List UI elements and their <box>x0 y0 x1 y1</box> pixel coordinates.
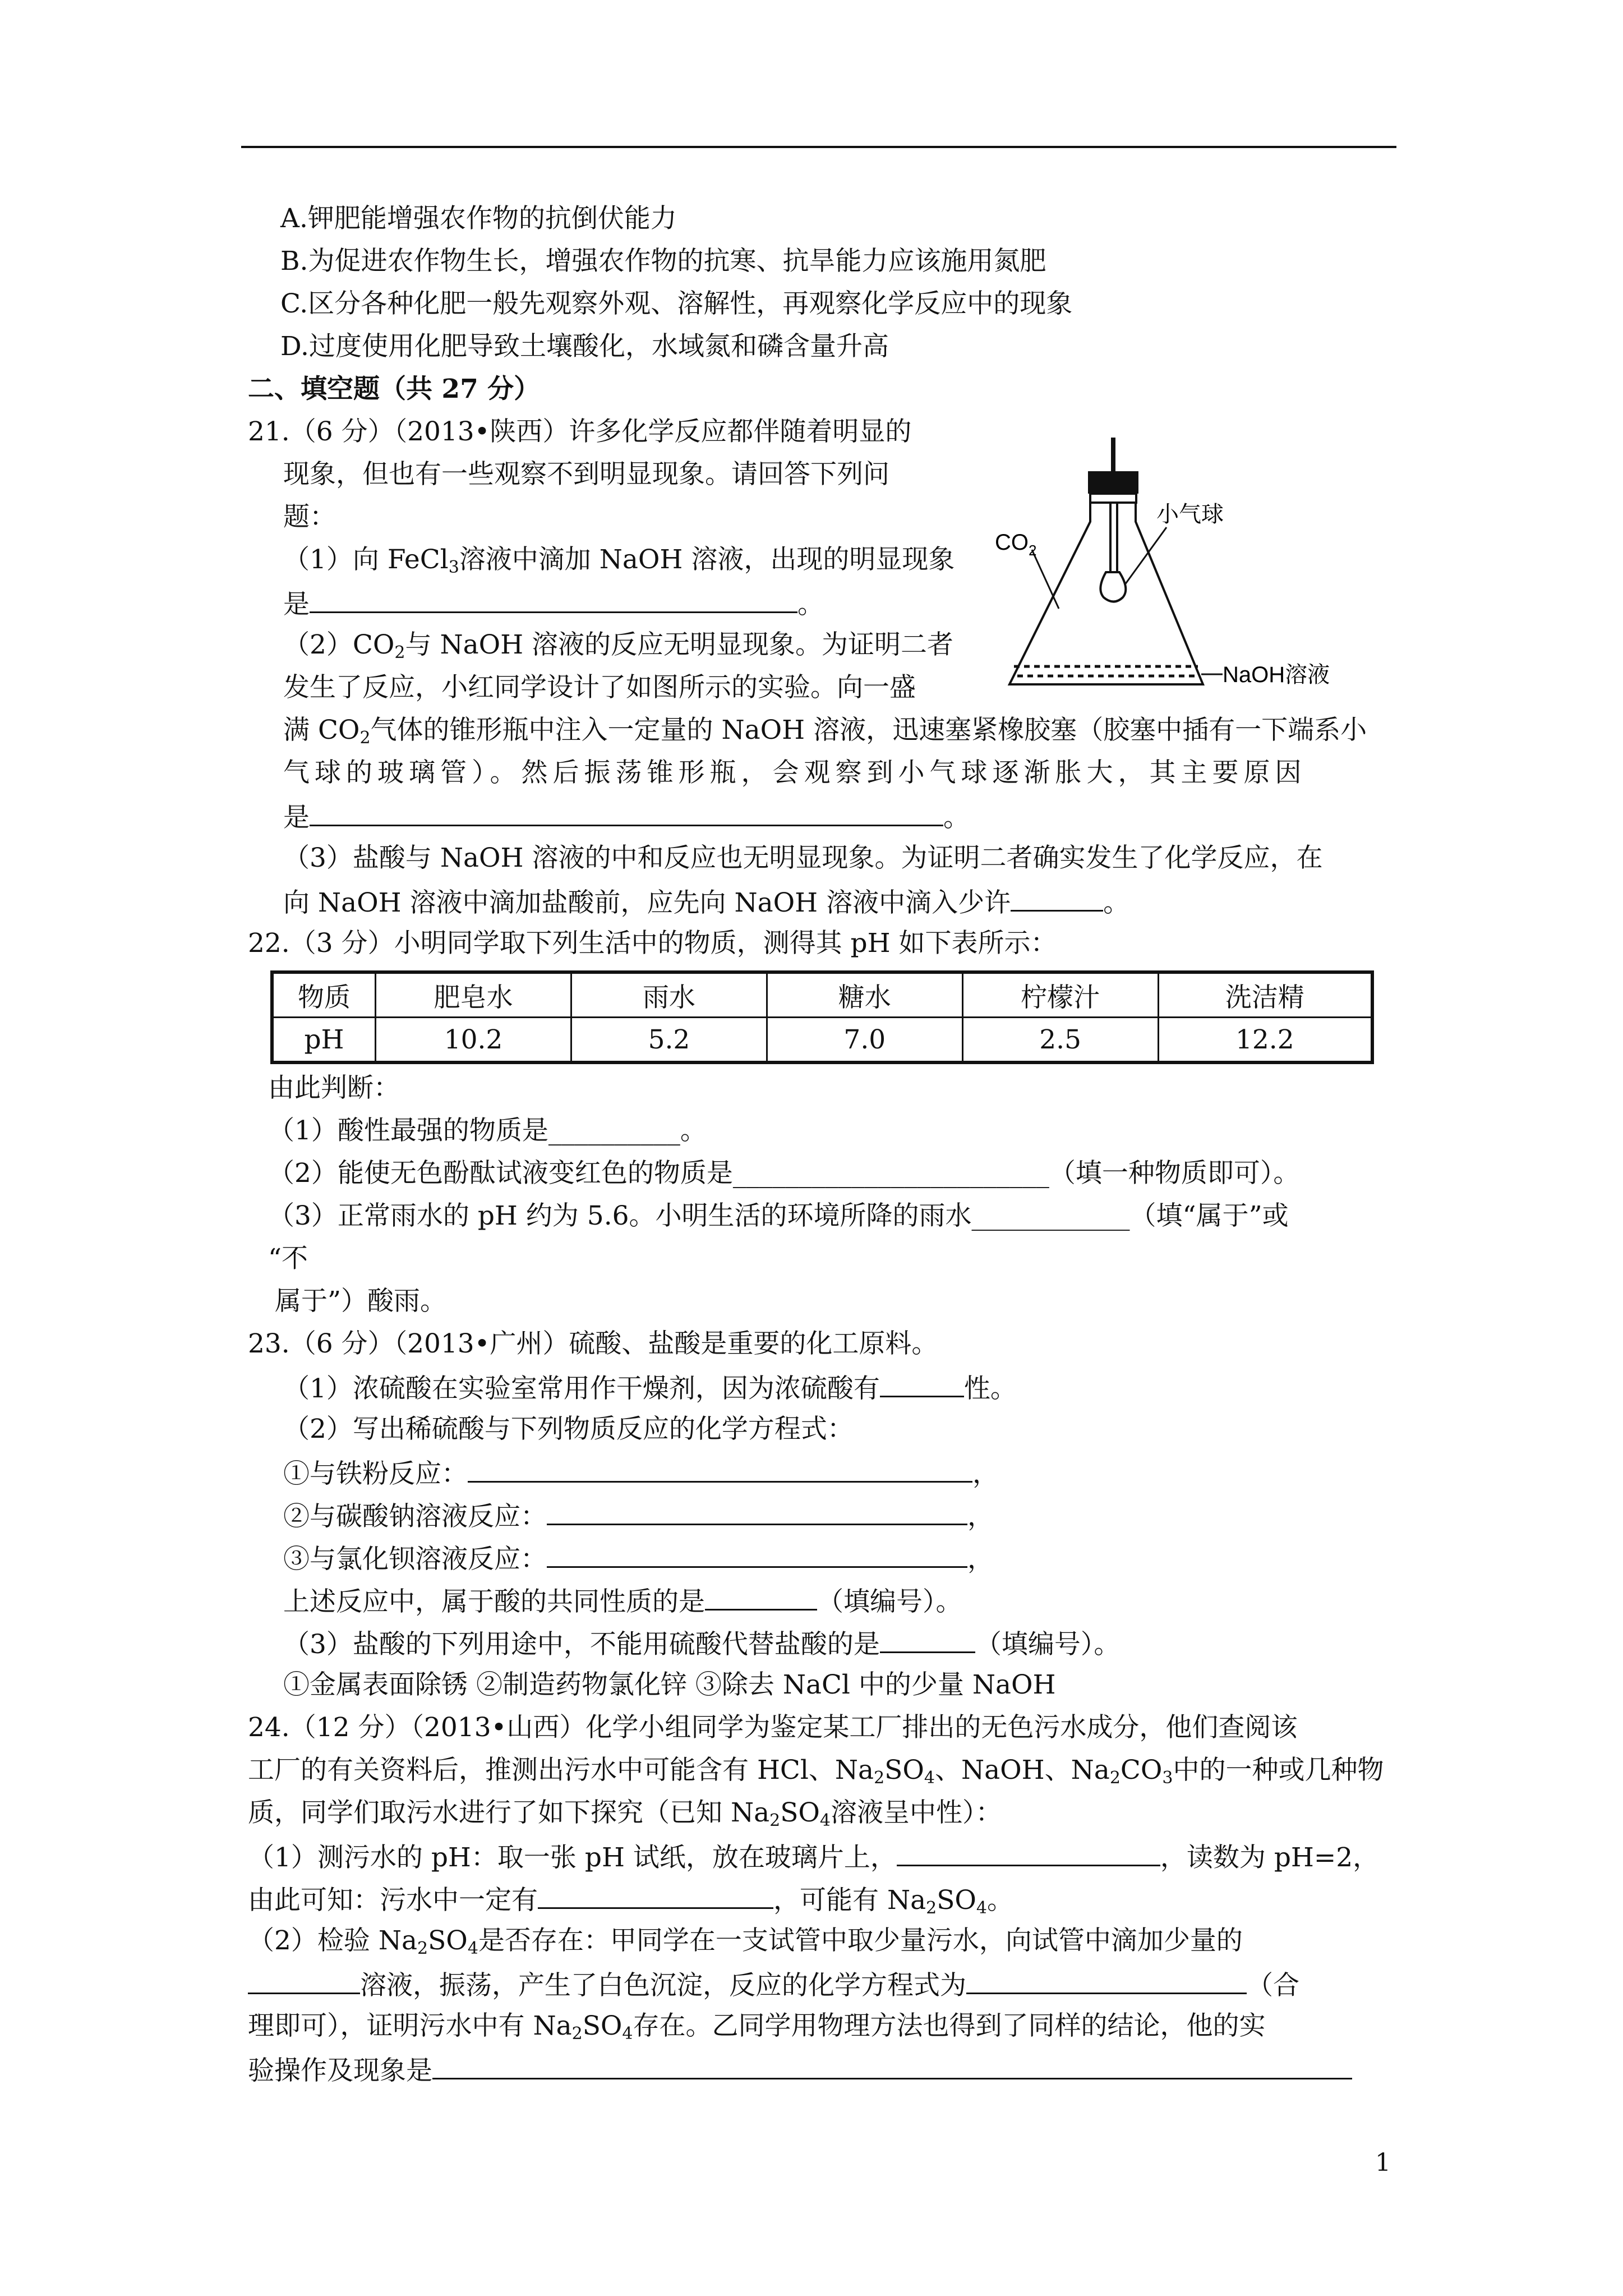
table-cell: 肥皂水 <box>376 972 571 1018</box>
section-title: 二、填空题（共 27 分） <box>248 374 541 404</box>
answer-blank[interactable]: __________ <box>548 1115 680 1146</box>
q23-part-1: （1）浓硫酸在实验室常用作干燥剂，因为浓硫酸有 性。 <box>283 1370 1017 1406</box>
q21-part1-line-2: 是 。 <box>283 586 824 622</box>
q21-line-1: 21.（6 分）（2013•陕西）许多化学反应都伴随着明显的 <box>248 416 912 447</box>
q21-part1-line-1: （1）向 FeCl$_3$溶液中滴加 NaOH 溶液，出现的明显现象 <box>283 544 955 577</box>
q23-reaction-3: ③与氯化钡溶液反应： ， <box>283 1540 994 1576</box>
table-cell: pH <box>272 1018 376 1063</box>
q23-intro: 23.（6 分）（2013•广州）硫酸、盐酸是重要的化工原料。 <box>248 1328 938 1359</box>
ph-table <box>270 970 1374 1064</box>
table-header-row <box>272 972 1372 1018</box>
q21-part2-line-1: $(2)CO_2$与 NaOH 溶液的反应无明显现象。为证明二者 <box>283 629 954 662</box>
page-number: 1 <box>1375 2148 1391 2177</box>
answer-blank[interactable] <box>705 1583 817 1611</box>
header-rule <box>241 146 1396 148</box>
option-a: A.钾肥能增强农作物的抗倒伏能力 <box>280 203 677 234</box>
q24-part1-line-1: （1）测污水的 pH：取一张 pH 试纸，放在玻璃片上， ，读数为 pH=2， <box>248 1839 1379 1875</box>
answer-blank[interactable] <box>966 1967 1247 1994</box>
q22-sub-3-cont: “不 <box>268 1243 308 1274</box>
q23-part-3: （3）盐酸的下列用途中，不能用硫酸代替盐酸的是 （填编号）。 <box>283 1626 1120 1662</box>
q22-judge: 由此判断： <box>268 1073 400 1103</box>
table-cell: 7.0 <box>767 1018 962 1063</box>
table-cell: 柠檬汁 <box>962 972 1158 1018</box>
q24-part1-line-2: 由此可知：污水中一定有 ，可能有 $Na_2SO_4$。 <box>248 1881 1013 1917</box>
answer-blank[interactable] <box>880 1626 975 1653</box>
q24-part2-line-1: （2）检验 $Na_2SO_4$是否存在：甲同学在一支试管中取少量污水，向试管中滴加少量的 <box>248 1925 1243 1958</box>
q21-part2-line-2: 发生了反应，小红同学设计了如图所示的实验。向一盛 <box>283 672 916 703</box>
q23-reaction-1: ①与铁粉反应： ， <box>283 1455 999 1491</box>
option-b: B.为促进农作物生长，增强农作物的抗寒、抗旱能力应该施用氮肥 <box>280 246 1046 277</box>
answer-blank[interactable] <box>310 586 797 613</box>
answer-blank[interactable] <box>468 1455 972 1483</box>
table-cell: 12.2 <box>1158 1018 1372 1063</box>
q24-line-1: 24.（12 分）（2013•山西）化学小组同学为鉴定某工厂排出的无色污水成分，他们查阅该 <box>248 1712 1298 1743</box>
q22-sub-3: （3）正常雨水的 pH 约为 5.6。小明生活的环境所降的雨水____________（填“属于”或 <box>268 1200 1289 1231</box>
answer-blank[interactable] <box>1011 884 1103 912</box>
answer-blank[interactable] <box>538 1881 773 1909</box>
q22-sub-2: （2）能使无色酚酞试液变红色的物质是________________________（填一种物质即可）。 <box>268 1158 1300 1189</box>
flask-experiment-figure <box>976 438 1368 707</box>
table-cell: 10.2 <box>376 1018 571 1063</box>
table-cell: 物质 <box>272 972 376 1018</box>
q22-sub-1: （1）酸性最强的物质是__________。 <box>268 1115 707 1146</box>
balloon-label: 小气球 <box>1156 502 1224 527</box>
table-row <box>272 1018 1372 1063</box>
q21-part2-line-5: 是 。 <box>283 799 970 835</box>
q23-common-property: 上述反应中，属于酸的共同性质的是 （填编号）。 <box>283 1583 962 1619</box>
q24-line-2: 工厂的有关资料后，推测出污水中可能含有 HCl、$Na_2SO_4$、NaOH、$Na_2CO_3$中的一种或几种物 <box>248 1755 1384 1788</box>
answer-blank[interactable] <box>248 1967 360 1994</box>
q23-uses: ①金属表面除锈 ②制造药物氯化锌 ③除去 NaCl 中的少量 NaOH <box>283 1669 1056 1700</box>
q21-line-2: 现象，但也有一些观察不到明显现象。请回答下列问 <box>283 459 889 490</box>
q21-part2-line-3: 满 $CO_2$气体的锥形瓶中注入一定量的 NaOH 溶液，迅速塞紧橡胶塞（胶塞中插有一下端系小 <box>283 715 1367 748</box>
answer-blank[interactable]: ____________ <box>971 1200 1130 1231</box>
q24-part2-line-2: 溶液，振荡，产生了白色沉淀，反应的化学方程式为 （合 <box>248 1967 1299 2003</box>
answer-blank[interactable] <box>880 1370 964 1397</box>
q24-part2-line-4: 验操作及现象是 <box>248 2052 1352 2088</box>
option-d: D.过度使用化肥导致土壤酸化，水域氮和磷含量升高 <box>280 331 889 362</box>
q23-part-2: （2）写出稀硫酸与下列物质反应的化学方程式： <box>283 1414 854 1444</box>
table-cell: 5.2 <box>571 1018 767 1063</box>
q21-part3-line-2: 向 NaOH 溶液中滴加盐酸前，应先向 NaOH 溶液中滴入少许 。 <box>283 884 1129 920</box>
option-c: C.区分各种化肥一般先观察外观、溶解性，再观察化学反应中的现象 <box>280 288 1073 319</box>
q24-line-3: 质，同学们取污水进行了如下探究（已知 $Na_2SO_4$溶液呈中性）： <box>248 1797 1002 1830</box>
q21-line-3: 题： <box>283 501 336 532</box>
answer-blank[interactable]: ________________________ <box>732 1158 1049 1189</box>
q22-intro: 22.（3 分）小明同学取下列生活中的物质，测得其 pH 如下表所示： <box>248 928 1057 959</box>
q22-sub-3-end: 属于”）酸雨。 <box>275 1286 447 1317</box>
table-cell: 雨水 <box>571 972 767 1018</box>
q21-part2-line-4: 气球的玻璃管）。然后振荡锥形瓶，会观察到小气球逐渐胀大，其主要原因 <box>283 757 1307 788</box>
answer-blank[interactable] <box>547 1498 967 1525</box>
q24-part2-line-3: 理即可），证明污水中有 $Na_2SO_4$存在。乙同学用物理方法也得到了同样的结论，他的实 <box>248 2010 1266 2044</box>
table-cell: 糖水 <box>767 972 962 1018</box>
table-cell: 洗洁精 <box>1158 972 1372 1018</box>
answer-blank[interactable] <box>432 2052 1352 2079</box>
q23-reaction-2: ②与碳酸钠溶液反应： ， <box>283 1498 994 1534</box>
answer-blank[interactable] <box>310 799 943 826</box>
answer-blank[interactable] <box>547 1540 967 1568</box>
co2-label: $CO_2$ <box>995 530 1037 559</box>
flask-icon <box>1009 438 1223 684</box>
naoh-solution-label: NaOH溶液 <box>1223 662 1330 687</box>
answer-blank[interactable] <box>897 1839 1160 1866</box>
table-cell: 2.5 <box>962 1018 1158 1063</box>
q21-part3-line-1: （3）盐酸与 NaOH 溶液的中和反应也无明显现象。为证明二者确实发生了化学反应，在 <box>283 843 1323 873</box>
